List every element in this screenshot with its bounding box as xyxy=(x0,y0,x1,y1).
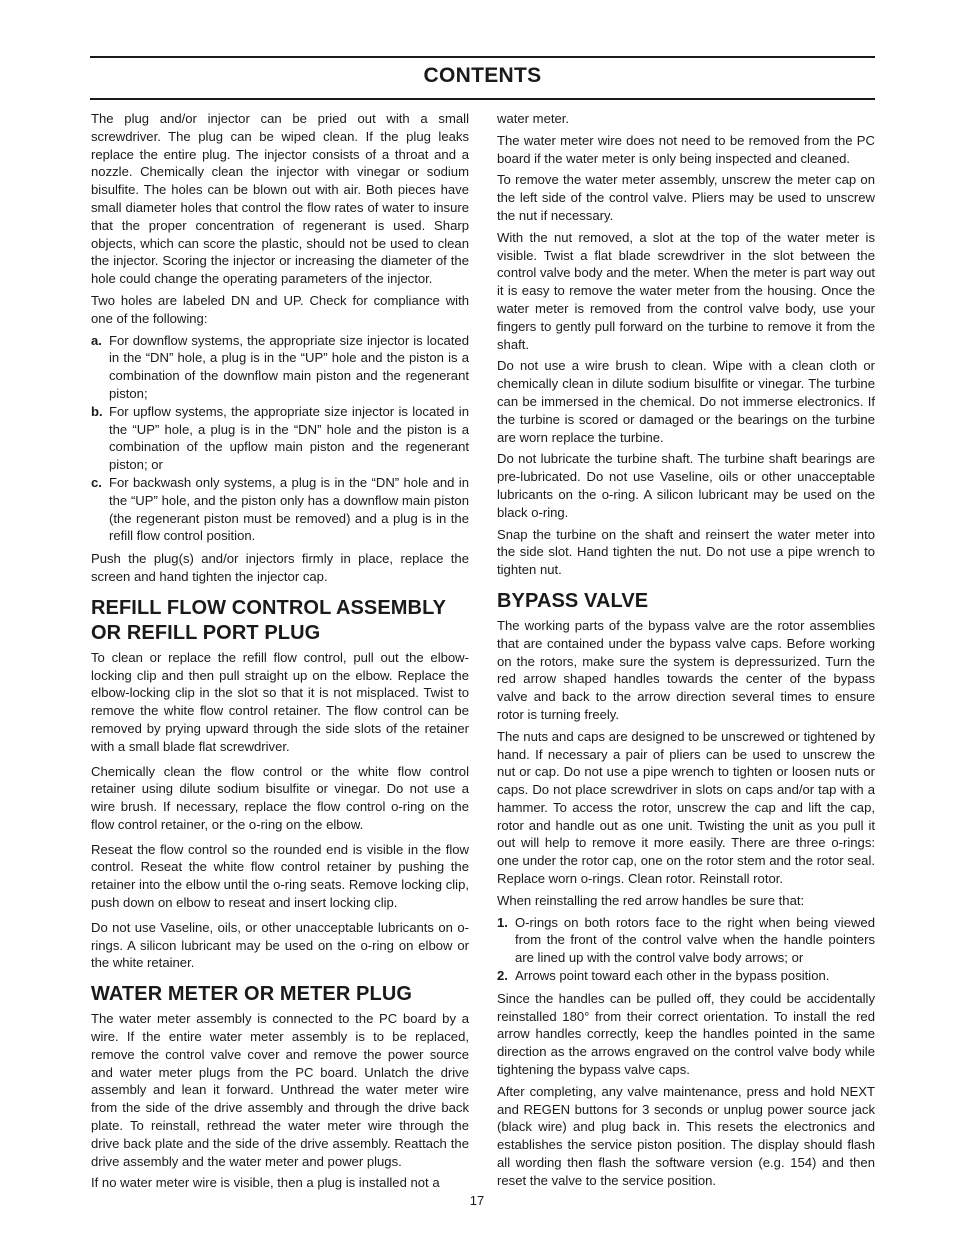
list-item-text: Arrows point toward each other in the bypass position. xyxy=(515,968,830,984)
meter-continued-paragraph: Snap the turbine on the shaft and reinsert the water meter into the side slot. Hand tighten the nut. Do not use a pipe wrench to tighten nut. xyxy=(497,526,875,578)
list-item xyxy=(497,914,875,967)
list-item-text: O-rings on both rotors face to the right when being viewed from the front of the control valve when the handle pointers are lined up with the control valve body arrows; or xyxy=(515,914,875,966)
refill-paragraph: Reseat the flow control so the rounded end is visible in the flow control. Reseat the white flow control retainer by pushing the retainer into the elbow until the o-ring seats. Remove locking clip, push down on elbow to reseat and insert locking clip. xyxy=(91,841,469,911)
bypass-paragraph: The working parts of the bypass valve are the rotor assemblies that are contained under the bypass valve caps. Before working on the rotors, make sure the system is depressurized. Turn the red arrow shaped handles towards the center of the bypass valve and back to the arrow direction several times to ensure rotor is turning freely. xyxy=(497,617,875,722)
bypass-paragraph: When reinstalling the red arrow handles be sure that: xyxy=(497,892,805,908)
meter-paragraph: The water meter assembly is connected to the PC board by a wire. If the entire water meter assembly is to be replaced, remove the control valve cover and remove the power source and water meter plugs from the PC board. Unlatch the drive assembly and lean it forward. Unthread the water meter wire from the side of the drive assembly and through the drive back plate. To reinstall, rethread the water meter wire through the drive back plate and the side of the drive assembly. Reattach the drive assembly and the water meter and power plugs. xyxy=(91,1011,469,1169)
refill-paragraph: Chemically clean the flow control or the white flow control retainer using dilute sodium bisulfite or vinegar. Do not use a wire brush. If necessary, replace the flow control o-ring on the flow control retainer, or the o-ring on the elbow. xyxy=(91,763,469,832)
list-item xyxy=(91,332,469,403)
injector-system-list xyxy=(91,332,469,546)
injector-paragraph: The plug and/or injector can be pried out with a small screwdriver. The plug can be wiped clean. If the plug leaks replace the entire plug. The injector consists of a throat and a nozzle. Chemically clean the injector with vinegar or sodium bisulfite. The holes can be blown out with air. Both pieces have small diameter holes that control the flow rates of water to insure that the proper concentration of regenerant is used. Sharp objects, which can score the plastic, should not be used to clean the injector. Scoring the injector or increasing the diameter of the hole could change the operating parameters of the injector. xyxy=(91,111,469,287)
bypass-paragraph: Since the handles can be pulled off, they could be accidentally reinstalled 180° from their correct orientation. To install the red arrow handles correctly, keep the handles pointed in the same direction as the arrows engraved on the control valve body while tightening the bypass valve caps. xyxy=(497,990,875,1078)
page-number: 17 xyxy=(469,1193,485,1208)
meter-paragraph: If no water meter wire is visible, then a plug is installed not a xyxy=(91,1175,440,1191)
meter-continued-paragraph: water meter. xyxy=(497,111,570,126)
refill-paragraph: Do not use Vaseline, oils, or other unacceptable lubricants on o-rings. A silicon lubricant may be used on the o-ring on elbow or the white retainer. xyxy=(91,919,469,971)
meter-continued-paragraph: With the nut removed, a slot at the top of the water meter is visible. Twist a flat blade screwdriver in the slot between the control valve body and the meter. When the meter is part way out it is easy to remove the water meter from the housing. Once the water meter is removed from the control valve body, use your fingers to gently pull forward on the turbine to remove it from the shaft. xyxy=(497,229,875,352)
bypass-section-heading: BYPASS VALVE xyxy=(497,589,649,612)
list-marker: b. xyxy=(91,403,103,419)
list-marker: c. xyxy=(91,474,102,490)
list-item-text: For upflow systems, the appropriate size injector is located in the “UP” hole, a plug is in the “DN” hole and the piston is a combination of the upflow main piston and the regenerant piston; or xyxy=(109,403,469,473)
list-item xyxy=(497,967,875,985)
list-marker: 2. xyxy=(497,968,508,984)
list-item-text: For downflow systems, the appropriate size injector is located in the “DN” hole, a plug is in the “UP” hole and the piston is a combination of the downflow main piston and the regenerant piston; xyxy=(109,332,469,401)
list-item-text: For backwash only systems, a plug is in the “DN” hole and in the “UP” hole, and the piston only has a downflow main piston (the regenerant piston must be removed) and a plug is in the refill flow control position. xyxy=(109,474,469,544)
bypass-paragraph: The nuts and caps are designed to be unscrewed or tightened by hand. If necessary a pair of pliers can be used to unscrew the nut or cap. Do not use a pipe wrench to tighten or loosen nuts or caps. Do not place screwdriver in slots on caps and/or tap with a hammer. To access the rotor, unscrew the cap and lift the cap, rotor and handle out as one unit. Twisting the unit as you pull it out will help to remove it more easily. There are three o-rings: one under the rotor cap, one on the rotor stem and the rotor seal. Replace worn o-rings. Clean rotor. Reinstall rotor. xyxy=(497,728,875,887)
list-marker: 1. xyxy=(497,914,508,930)
page-title: CONTENTS xyxy=(423,64,542,87)
meter-continued-paragraph: The water meter wire does not need to be removed from the PC board if the water meter is only being inspected and cleaned. xyxy=(497,132,875,166)
meter-continued-paragraph: To remove the water meter assembly, unscrew the meter cap on the left side of the control valve. Pliers may be used to unscrew the nut if necessary. xyxy=(497,172,875,223)
meter-continued-paragraph: Do not use a wire brush to clean. Wipe with a clean cloth or chemically clean in dilute sodium bisulfite or vinegar. The turbine can be immersed in the chemical. Do not immerse electronics. If the turbine is scored or damaged or the bearings on the turbine are worn replace the turbine. xyxy=(497,358,875,445)
left-column xyxy=(91,110,469,1196)
header-rule-bottom xyxy=(90,98,875,100)
refill-paragraph: To clean or replace the refill flow control, pull out the elbow-locking clip and then pull straight up on the elbow. Replace the elbow-locking clip in the slot so that it is not misplaced. Twist to remove the white flow control retainer. The flow control can be removed by prying upward through the side slots of the retainer with a small blade flat screwdriver. xyxy=(91,649,469,754)
meter-continued-paragraph: Do not lubricate the turbine shaft. The turbine shaft bearings are pre-lubricated. Do not use Vaseline, oils or other unacceptable lubricants on the o-ring. A silicon lubricant may be used on the black o-ring. xyxy=(497,451,875,520)
list-item xyxy=(91,403,469,474)
header-rule-top xyxy=(90,56,875,58)
list-item xyxy=(91,474,469,545)
list-marker: a. xyxy=(91,332,102,348)
bypass-paragraph: After completing, any valve maintenance, press and hold NEXT and REGEN buttons for 3 seconds or unplug power source jack (black wire) and plug back in. This resets the electronics and establishes the service piston position. The display should flash all wording then flash the software version (e.g. 154) and then reset the valve to the service position. xyxy=(497,1083,875,1188)
bypass-handle-list xyxy=(497,914,875,985)
compliance-paragraph: Two holes are labeled DN and UP. Check for compliance with one of the following: xyxy=(91,292,469,326)
refill-section-heading: REFILL FLOW CONTROL ASSEMBLY OR REFILL PORT PLUG xyxy=(91,596,446,644)
injector-closing-paragraph: Push the plug(s) and/or injectors firmly in place, replace the screen and hand tighten the injector cap. xyxy=(91,551,469,584)
meter-section-heading: WATER METER OR METER PLUG xyxy=(91,983,413,1006)
right-column xyxy=(497,110,875,1194)
